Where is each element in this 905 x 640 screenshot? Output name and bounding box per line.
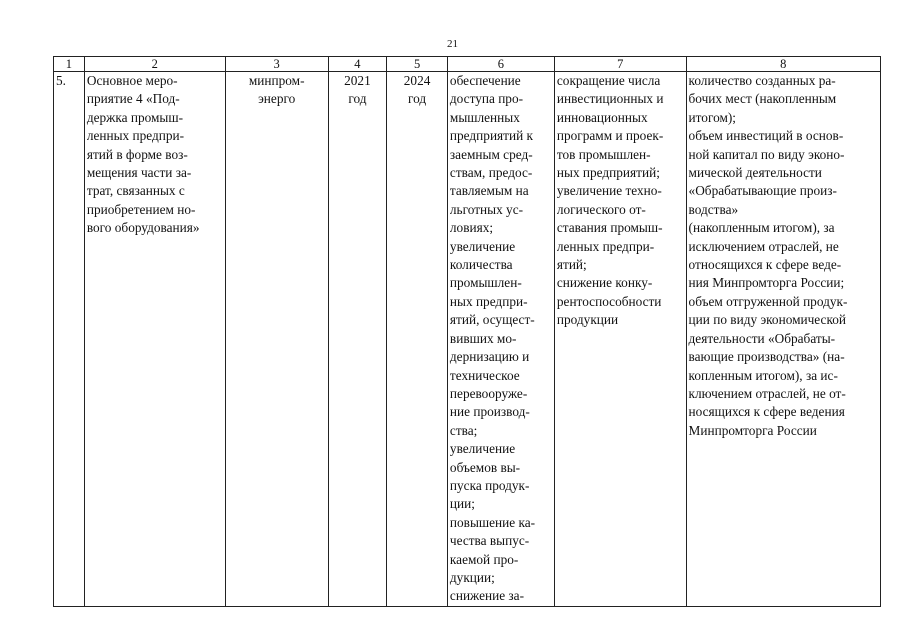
table-row: [54, 72, 881, 607]
page-number: 21: [447, 38, 458, 50]
indicators-cell: количество созданных ра- бочих мест (накопленным итогом); объем инвестиций в основ- ной капитал по виду эконо- мической деятельности «Обрабатывающие произ- водства» (накопленным итогом), за исключением отраслей, не относящихся к сфере веде- ния Минпромторга России; объем отгруженной продук- ции по виду экономической деятельности «Обрабаты- вающие производства» (на- копленным итогом), за ис- ключением отраслей, не от- носящихся к сфере ведения Минпромторга России: [686, 72, 880, 607]
column-header-5: 5: [387, 57, 448, 72]
column-header-7: 7: [554, 57, 686, 72]
row-number-cell: 5.: [54, 72, 85, 607]
column-header-4: 4: [328, 57, 387, 72]
executor-cell: минпром- энерго: [225, 72, 328, 607]
column-header-6: 6: [447, 57, 554, 72]
expected-results-cell: обеспечение доступа про- мышленных предприятий к заемным сред- ствам, предос- тавляемым на льготных ус- ловиях; увеличение количества промышлен- ных предпри- ятий, осущест- вивших мо- дернизацию и техническое перевооруже- ние производ- ства; увеличение объемов вы- пуска продук- ции; повышение ка- чества выпус- каемой про- дукции; снижение за-: [447, 72, 554, 607]
measures-table: [53, 56, 881, 607]
end-year-cell: 2024 год: [387, 72, 448, 607]
header-row: [54, 57, 881, 72]
column-header-2: 2: [84, 57, 225, 72]
column-header-8: 8: [686, 57, 880, 72]
column-header-1: 1: [54, 57, 85, 72]
column-header-3: 3: [225, 57, 328, 72]
measure-name-cell: Основное меро- приятие 4 «Под- держка промыш- ленных предпри- ятий в форме воз- мещения части за- трат, связанных с приобретением но- вого оборудования»: [84, 72, 225, 607]
consequences-cell: сокращение числа инвестиционных и инновационных программ и проек- тов промышлен- ных предприятий; увеличение техно- логического от- ставания промыш- ленных предпри- ятий; снижение конку- рентоспособности продукции: [554, 72, 686, 607]
start-year-cell: 2021 год: [328, 72, 387, 607]
